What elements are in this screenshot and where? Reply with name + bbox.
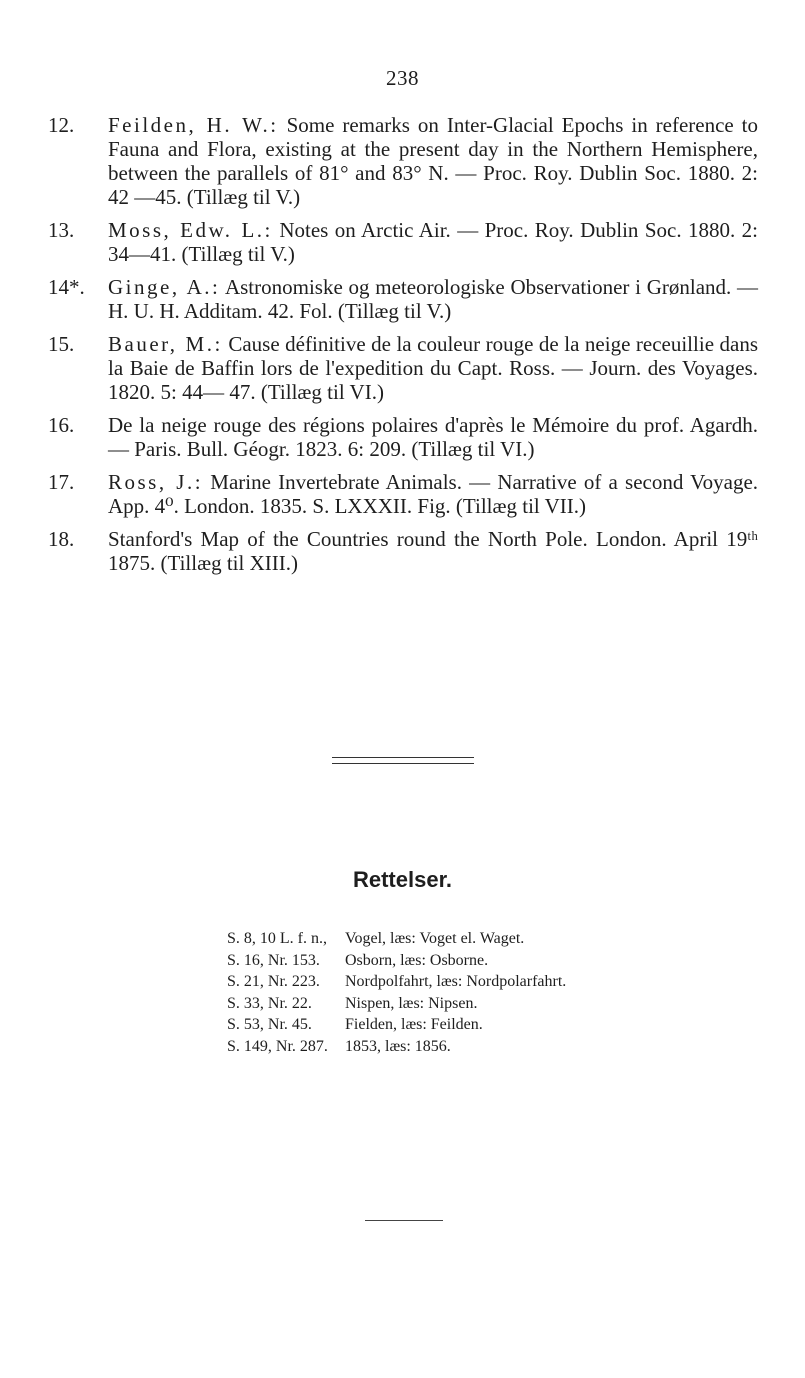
reference-author: Feilden, H. W.: [108, 113, 279, 137]
errata-row [227, 1036, 767, 1058]
reference-author: Bauer, M.: [108, 332, 223, 356]
errata-location: S. 8, 10 L. f. n., [227, 930, 327, 947]
errata-correction: 1853, læs: 1856. [345, 1037, 451, 1055]
errata-list [227, 928, 767, 1057]
reference-item [48, 332, 758, 404]
reference-number: 18. [48, 527, 75, 551]
errata-row [227, 950, 767, 972]
errata-heading: Rettelser. [352, 867, 453, 892]
reference-item [48, 527, 758, 575]
reference-item [48, 218, 758, 266]
reference-number: 14*. [48, 275, 85, 299]
reference-text: Some remarks on Inter-Glacial Epochs in reference to Fauna and Flora, existing at the present day in the Northern Hemisphere, between the parallels of 81° and 83° N. — Proc. Roy. Dublin Soc. 1880. 2: 42 —45. (Tillæg til V.) [108, 113, 758, 209]
errata-correction: Nispen, læs: Nipsen. [345, 994, 478, 1012]
errata-location: S. 33, Nr. 22. [227, 994, 312, 1012]
reference-number: 16. [48, 413, 75, 437]
reference-item [48, 113, 758, 209]
reference-number: 13. [48, 218, 75, 242]
reference-number: 15. [48, 332, 75, 356]
reference-text: Marine Invertebrate Animals. — Narrative of a second Voyage. App. 4⁰. London. 1835. S. LXXXII. Fig. (Tillæg til VII.) [108, 470, 759, 518]
errata-correction: Nordpolfahrt, læs: Nordpolarfahrt. [345, 973, 567, 990]
reference-author: Ginge, A.: [108, 275, 221, 299]
errata-location: S. 53, Nr. 45. [227, 1016, 312, 1033]
errata-correction: Fielden, læs: Feilden. [345, 1016, 483, 1033]
reference-number: 12. [48, 113, 75, 137]
errata-location: S. 149, Nr. 287. [227, 1037, 328, 1055]
errata-correction: Vogel, læs: Voget el. Waget. [345, 930, 525, 947]
page-number: 238 [386, 66, 419, 90]
reference-text: Astronomiske og meteorologiske Observationer i Grønland. — H. U. H. Additam. 42. Fol. (Tillæg til V.) [108, 275, 758, 323]
errata-row [227, 993, 767, 1015]
errata-location: S. 21, Nr. 223. [227, 973, 320, 990]
errata-location: S. 16, Nr. 153. [227, 951, 320, 969]
errata-row [227, 928, 767, 950]
reference-item [48, 470, 758, 518]
reference-number: 17. [48, 470, 75, 494]
reference-text: Cause définitive de la couleur rouge de la neige receuillie dans la Baie de Baffin lors de l'expedition du Capt. Ross. — Journ. des Voyages. 1820. 5: 44— 47. (Tillæg til VI.) [108, 332, 759, 404]
errata-correction: Osborn, læs: Osborne. [345, 951, 489, 969]
errata-row [227, 971, 767, 993]
reference-text: De la neige rouge des régions polaires d'après le Mémoire du prof. Agardh. — Paris. Bull. Géogr. 1823. 6: 209. (Tillæg til VI.) [108, 413, 758, 461]
reference-author: Moss, Edw. L.: [108, 218, 273, 242]
reference-item [48, 413, 758, 461]
reference-item [48, 275, 758, 323]
end-rule [365, 1220, 443, 1221]
reference-text: Notes on Arctic Air. — Proc. Roy. Dublin Soc. 1880. 2: 34—41. (Tillæg til V.) [108, 218, 758, 266]
reference-list [48, 113, 758, 584]
reference-text: Stanford's Map of the Countries round the North Pole. London. April 19ᵗʰ 1875. (Tillæg til XIII.) [108, 527, 758, 575]
reference-author: Ross, J.: [108, 470, 204, 494]
section-divider [332, 757, 474, 764]
errata-row [227, 1014, 767, 1036]
